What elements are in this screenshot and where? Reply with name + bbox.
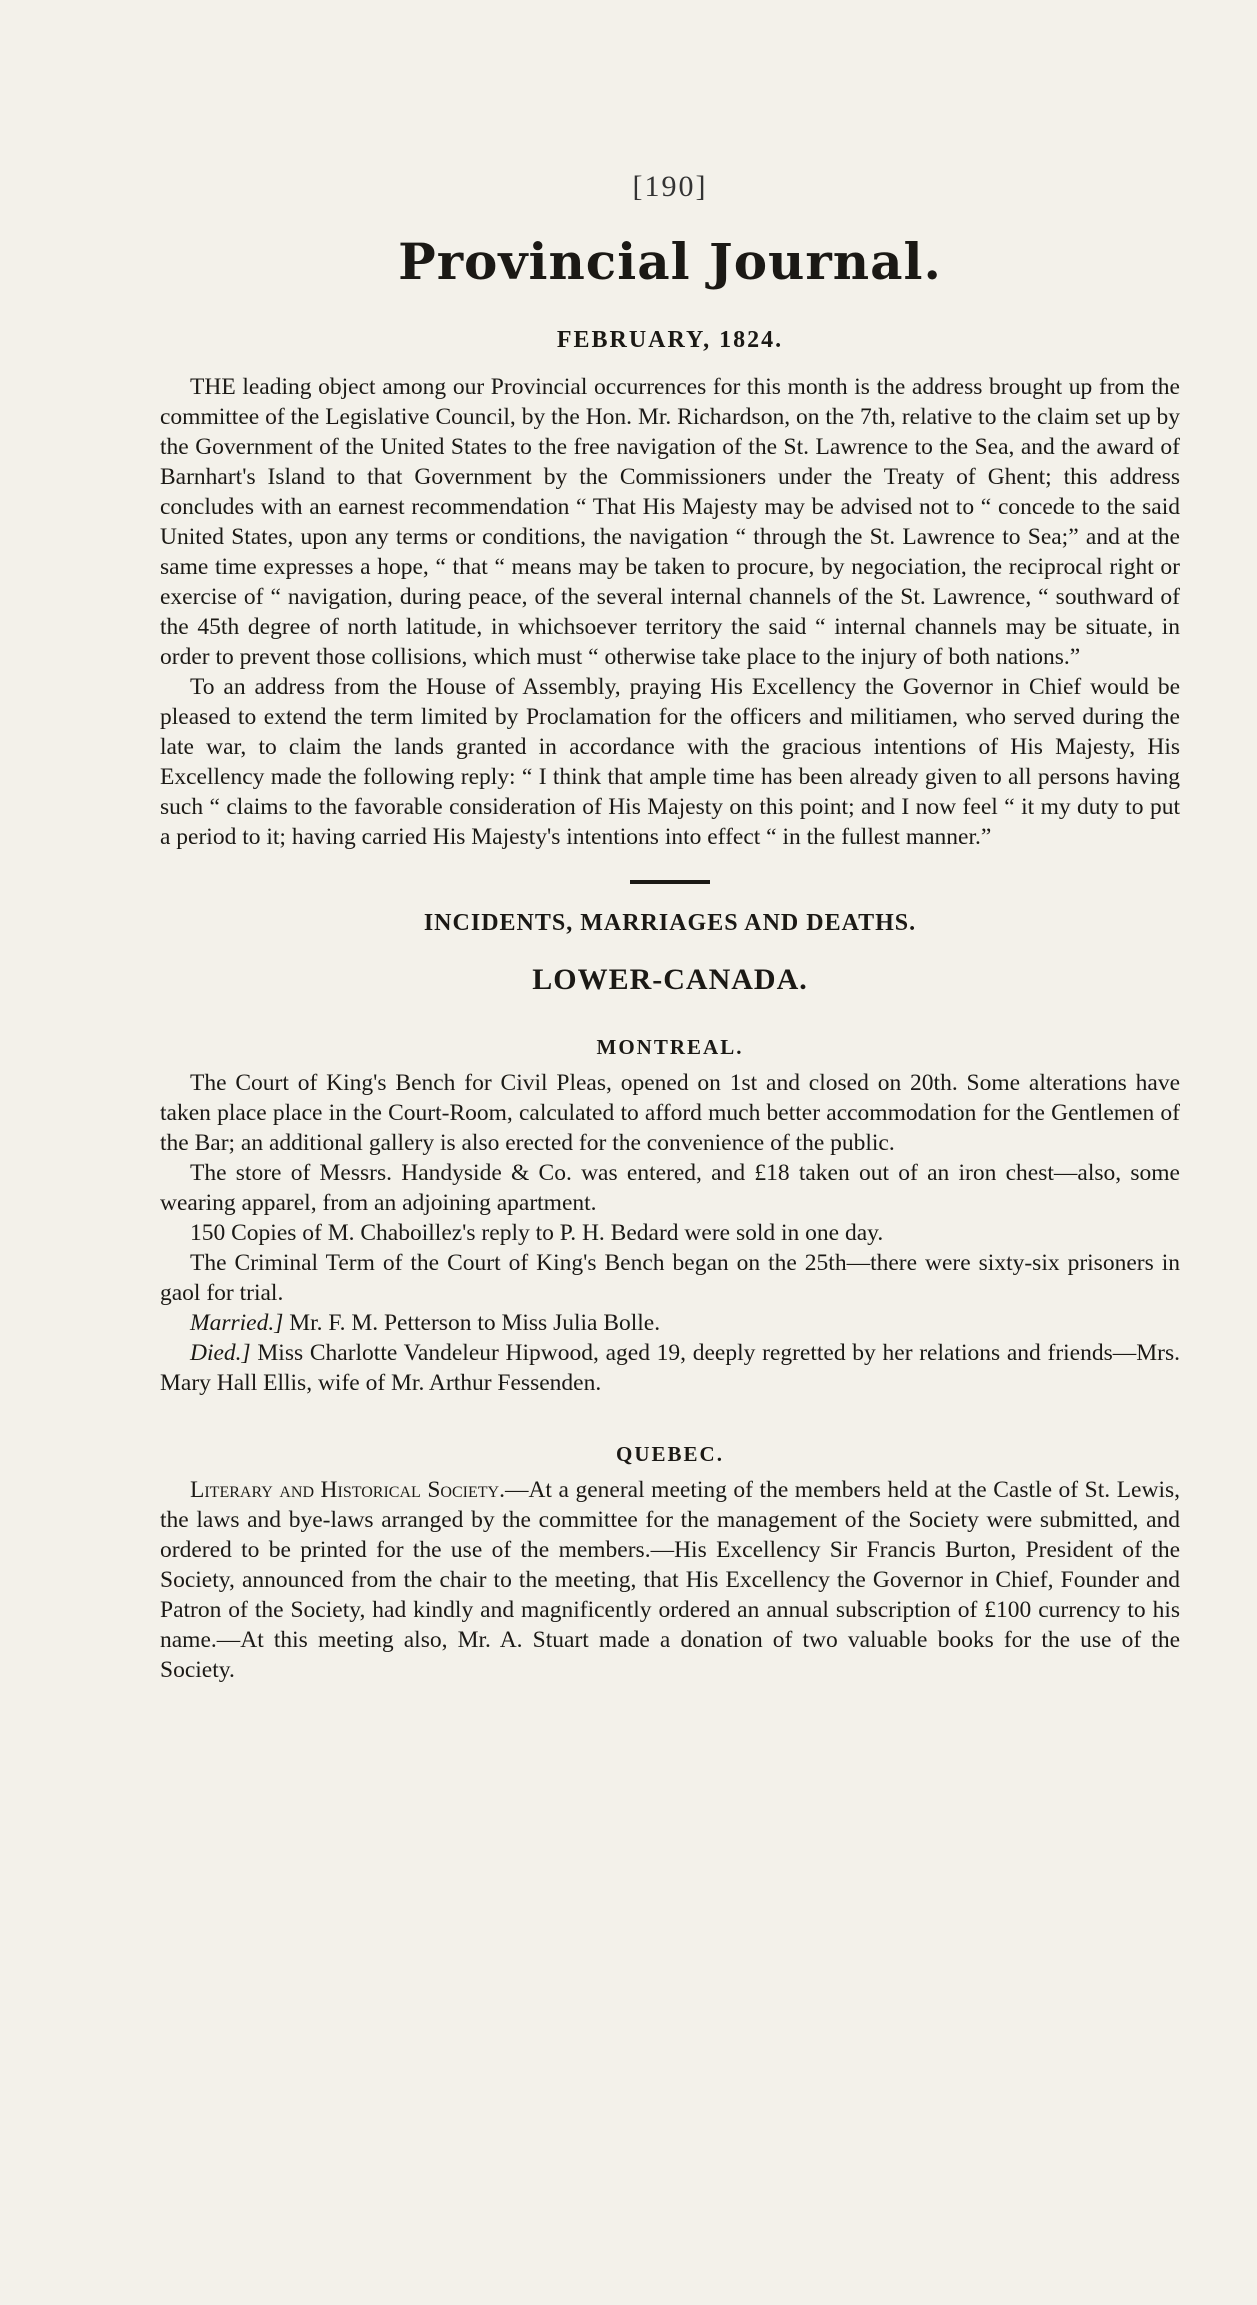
- montreal-paragraph-2: The store of Messrs. Handyside & Co. was entered, and £18 taken out of an iron chest—also, some wearing apparel, from an adjoining apartment.: [160, 1160, 1180, 1216]
- quebec-lead: Literary and Historical Society.: [190, 1477, 505, 1503]
- montreal-heading: MONTREAL.: [596, 1035, 744, 1059]
- died-text: Miss Charlotte Vandeleur Hipwood, aged 19, deeply regretted by her relations and friends—Mrs. Mary Hall Ellis, wife of Mr. Arthur Fessenden.: [160, 1340, 1180, 1396]
- spacer: [160, 1398, 1180, 1442]
- married-label: Married.]: [190, 1310, 284, 1336]
- intro-paragraph-1: THE leading object among our Provincial occurrences for this month is the address brought up from the committee of the Legislative Council, by the Hon. Mr. Richardson, on the 7th, relative to the claim set up by the Government of the United States to the free navigation of the St. Lawrence to the Sea, and the award of Barnhart's Island to that Government by the Commissioners under the Treaty of Ghent; this address concludes with an earnest recommendation “ That His Majesty may be advised not to “ concede to the said United States, upon any terms or conditions, the navigation “ through the St. Lawrence to Sea;” and at the same time expresses a hope, “ that “ means may be taken to procure, by negociation, the reciprocal right or exercise of “ navigation, during peace, of the several internal channels of the St. Lawrence, “ southward of the 45th degree of north latitude, in whichsoever territory the said “ internal channels may be situate, in order to prevent those collisions, which must “ otherwise take place to the injury of both nations.”: [160, 374, 1180, 670]
- montreal-married: [160, 1308, 1180, 1338]
- quebec-paragraph: [160, 1475, 1180, 1685]
- montreal-paragraph-3: 150 Copies of M. Chaboillez's reply to P. H. Bedard were sold in one day.: [190, 1220, 884, 1246]
- region-heading: LOWER-CANADA.: [532, 963, 808, 996]
- montreal-died: [160, 1338, 1180, 1398]
- died-label: Died.]: [190, 1340, 251, 1366]
- intro-paragraph-2: To an address from the House of Assembly, praying His Excellency the Governor in Chief would be pleased to extend the term limited by Proclamation for the officers and militiamen, who served during the late war, to claim the lands granted in accordance with the gracious intentions of His Majesty, His Excellency made the following reply: “ I think that ample time has been already given to all persons having such “ claims to the favorable consideration of His Majesty on this point; and I now feel “ it my duty to put a period to it; having carried His Majesty's intentions into effect “ in the fullest manner.”: [160, 674, 1180, 850]
- page-number: [190]: [632, 170, 708, 203]
- section-heading: INCIDENTS, MARRIAGES AND DEATHS.: [423, 910, 917, 936]
- montreal-paragraph-4: The Criminal Term of the Court of King's Bench began on the 25th—there were sixty-six prisoners in gaol for trial.: [160, 1250, 1180, 1306]
- montreal-paragraph-1: The Court of King's Bench for Civil Pleas, opened on 1st and closed on 20th. Some alterations have taken place place in the Court-Room, calculated to afford much better accommodation for the Gentlemen of the Bar; an additional gallery is also erected for the convenience of the public.: [160, 1070, 1180, 1156]
- issue-date: FEBRUARY, 1824.: [556, 327, 784, 353]
- quebec-text: —At a general meeting of the members held at the Castle of St. Lewis, the laws and bye-laws arranged by the committee for the management of the Society were submitted, and ordered to be printed for the use of the members.—His Excellency Sir Francis Burton, President of the Society, announced from the chair to the meeting, that His Excellency the Governor in Chief, Founder and Patron of the Society, had kindly and magnificently ordered an annual subscription of £100 currency to his name.—At this meeting also, Mr. A. Stuart made a donation of two valuable books for the use of the Society.: [160, 1477, 1180, 1683]
- journal-page: [160, 170, 1180, 1685]
- section-rule: [630, 880, 710, 884]
- masthead-title: Provincial Journal.: [398, 232, 942, 291]
- married-text: Mr. F. M. Petterson to Miss Julia Bolle.: [283, 1310, 661, 1336]
- quebec-heading: QUEBEC.: [616, 1442, 724, 1466]
